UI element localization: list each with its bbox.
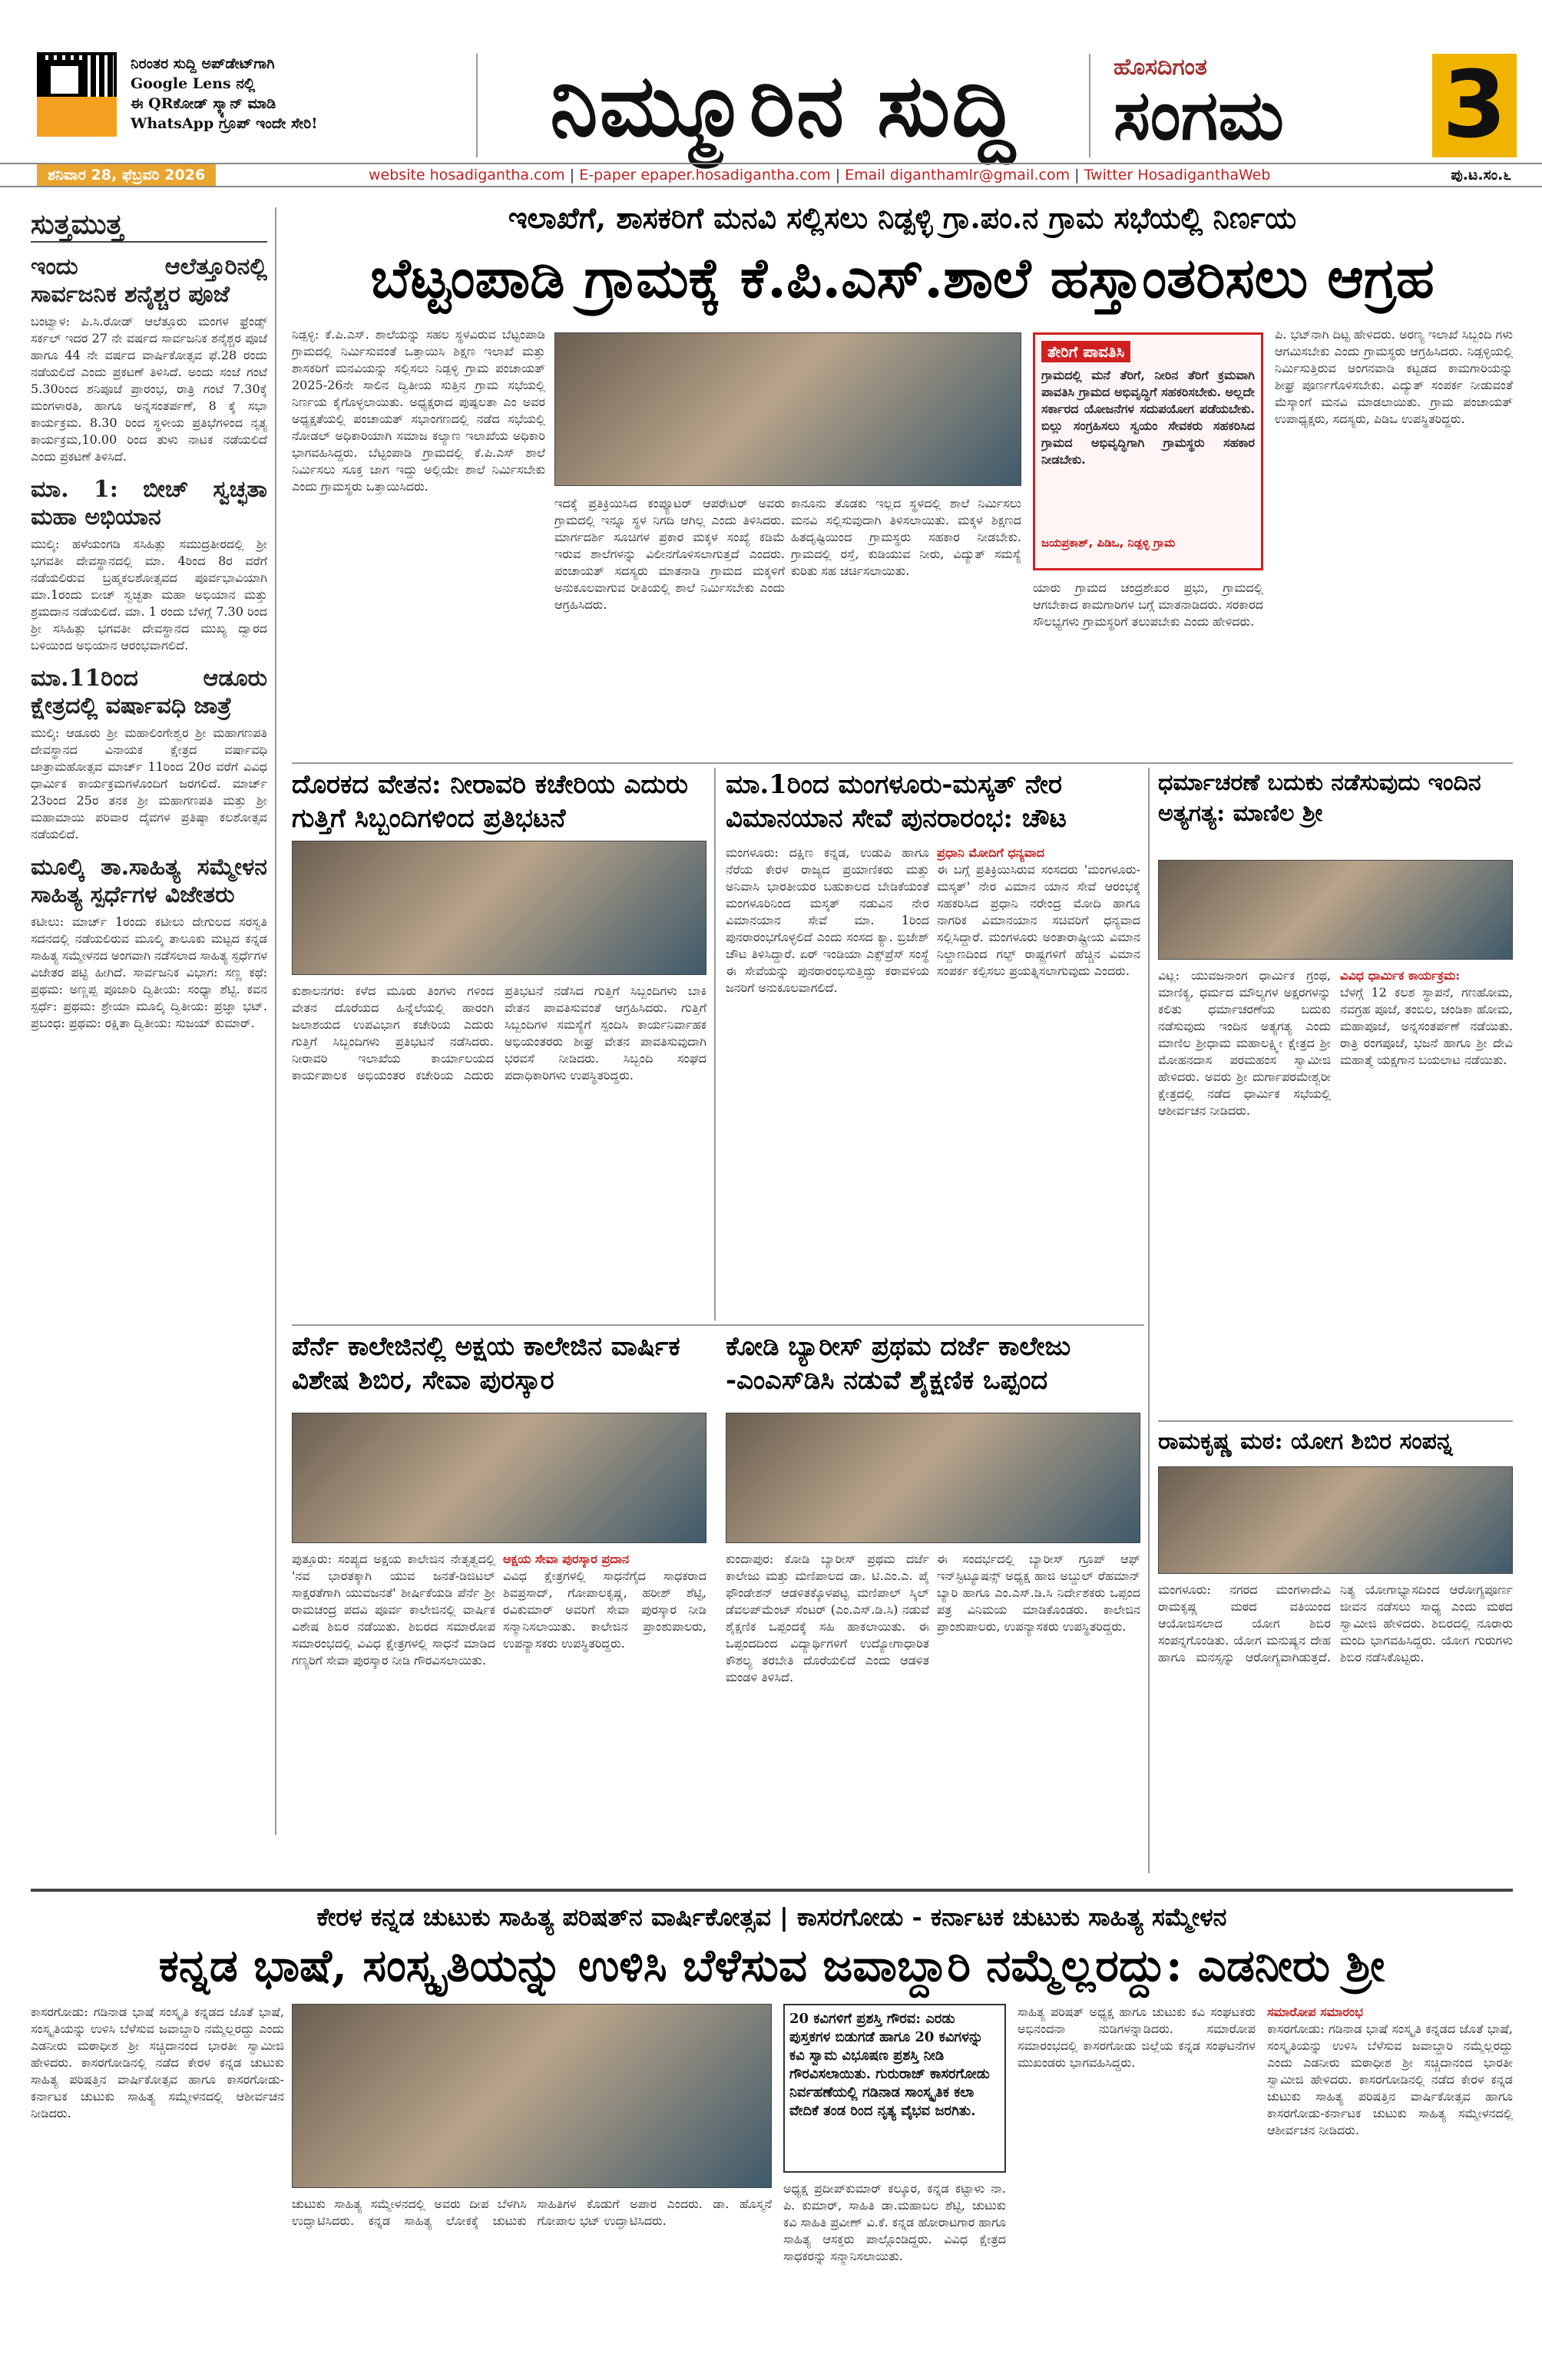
divider — [292, 1324, 1144, 1326]
divider — [1158, 1420, 1513, 1422]
page-title: ನಿಮ್ಮೂರಿನ ಸುದ್ದಿ — [476, 54, 1090, 157]
promo-line: ಈ QRಕೋಡ್ ಸ್ಕ್ಯಾನ್ ಮಾಡಿ — [131, 95, 276, 112]
promo-line: Google Lens ನಲ್ಲಿ — [131, 75, 256, 92]
award-info-box — [783, 2004, 1006, 2173]
bottom-headline: ಕನ್ನಡ ಭಾಷೆ, ಸಂಸ್ಕೃತಿಯನ್ನು ಉಳಿಸಿ ಬೆಳೆಸುವ ಜವಾಬ್ದಾರಿ ನಮ್ಮೆಲ್ಲರದ್ದು: ಎಡನೀರು ಶ್ರೀ — [158, 1939, 1385, 1992]
article-subhead: ಸಮಾರೋಪ ಸಮಾರಂಭ — [1267, 2005, 1363, 2019]
article-headline: ರಾಮಕೃಷ್ಣ ಮಠ: ಯೋಗ ಶಿಬಿರ ಸಂಪನ್ನ — [1158, 1428, 1453, 1455]
top-headline: ಬೆಟ್ಟಂಪಾಡಿ ಗ್ರಾಮಕ್ಕೆ ಕೆ.ಪಿ.ಎಸ್.ಶಾಲೆ ಹಸ್ತಾಂತರಿಸಲು ಆಗ್ರಹ — [370, 245, 1434, 310]
article-subhead: ಪ್ರಧಾನಿ ಮೋದಿಗೆ ಧನ್ಯವಾದ — [937, 845, 1045, 860]
article-text: ಈ ಬಗ್ಗೆ ಪ್ರತಿಕ್ರಿಯಿಸಿರುವ ಸಂಸದರು 'ಮಂಗಳೂರು-ಮಸ್ಕತ್' ನೇರ ವಿಮಾನ ಯಾನ ಸೇವೆ ಆರಂಭಕ್ಕೆ ಸಹಕರಿಸಿದ ಪ್ರಧಾನಿ ನರೇಂದ್ರ ಮೋದಿ ಹಾಗೂ ನಾಗರಿಕ ವಿಮಾನಯಾನ ಸಚಿವರಿಗೆ ಧನ್ಯವಾದ ಸಲ್ಲಿಸಿದ್ದಾರೆ. ಮಂಗಳೂರು ಅಂತಾರಾಷ್ಟ್ರೀಯ ವಿಮಾನ ನಿಲ್ದಾಣದಿಂದ ಗಲ್ಫ್ ರಾಷ್ಟ್ರಗಳಿಗೆ ಹೆಚ್ಚಿನ ವಿಮಾನ ಸಂಪರ್ಕ ಕಲ್ಪಿಸಲು ಪ್ರಯತ್ನಿಸಲಾಗುವುದು ಎಂದರು. — [937, 862, 1140, 978]
article-text: ಕಾಸರಗೋಡು: ಗಡಿನಾಡ ಭಾಷೆ ಸಂಸ್ಕೃತಿ ಕನ್ನಡದ ಜೊತೆ ಭಾಷೆ, ಸಂಸ್ಕೃತಿಯನ್ನು ಉಳಿಸಿ ಬೆಳೆಸುವ ಜವಾಬ್ದಾರಿ ನಮ್ಮೆಲ್ಲರದ್ದು ಎಂದು ಎಡನೀರು ಮಠಾಧೀಶ ಶ್ರೀ ಸಚ್ಚಿದಾನಂದ ಭಾರತೀ ಸ್ವಾಮೀಜಿ ಹೇಳಿದರು. ಕಾಸರಗೋಡಿನಲ್ಲಿ ನಡೆದ ಕೇರಳ ಕನ್ನಡ ಚುಟುಕು ಸಾಹಿತ್ಯ ಪರಿಷತ್ತಿನ ವಾರ್ಷಿಕೋತ್ಸವ ಹಾಗೂ ಕಾಸರಗೋಡು-ಕರ್ನಾಟಕ ಚುಟುಕು ಸಾಹಿತ್ಯ ಸಮ್ಮೇಳನದಲ್ಲಿ ಆಶೀರ್ವಚನ ನೀಡಿದರು. — [31, 2005, 284, 2121]
article-text: ಕಾನೂನು ತೊಡಕು ಇಲ್ಲದ ಸ್ಥಳದಲ್ಲಿ ಶಾಲೆ ನಿರ್ಮಿಸಲು ಮನವಿ ಸಲ್ಲಿಸುವುದಾಗಿ ತಿಳಿಸಲಾಯಿತು. ಮಕ್ಕಳ ಶಿಕ್ಷಣದ ಹಿತದೃಷ್ಟಿಯಿಂದ ಗ್ರಾಮಸ್ಥರು ಸಹಕಾರ ನೀಡಬೇಕು. ಗ್ರಾಮದಲ್ಲಿ ರಸ್ತೆ, ಕುಡಿಯುವ ನೀರು, ವಿದ್ಯುತ್ ಸಮಸ್ಯೆ ಕುರಿತು ಸಹ ಚರ್ಚಿಸಲಾಯಿತು. — [791, 496, 1021, 578]
article-column — [937, 845, 1140, 1305]
article-subhead: ಅಕ್ಷಯ ಸೇವಾ ಪುರಸ್ಕಾರ ಪ್ರದಾನ — [503, 1552, 630, 1566]
article-text: ಚುಟುಕು ಸಾಹಿತ್ಯ ಸಮ್ಮೇಳನದಲ್ಲಿ ಅವರು ದೀಪ ಬೆಳಗಿಸಿ ಉದ್ಘಾಟಿಸಿದರು. ಕನ್ನಡ ಸಾಹಿತ್ಯ ಲೋಕಕ್ಕೆ ಚುಟುಕು ಸಾಹಿತಿಗಳ ಕೊಡುಗೆ ಅಪಾರ ಎಂದರು. ಡಾ. ಹೊಸ್ಮನೆ ಗೋಪಾಲ ಭಟ್ ಉದ್ಘಾಟಿಸಿದರು. — [292, 2197, 772, 2228]
whatsapp-promo — [131, 54, 453, 134]
ceremony-photo — [1158, 860, 1513, 960]
article-text: ವಿವಿಧ ಕ್ಷೇತ್ರಗಳಲ್ಲಿ ಸಾಧನೆಗೈದ ಸಾಧಕರಾದ ಶಿವಪ್ರಸಾದ್, ಗೋಪಾಲಕೃಷ್ಣ, ಹರೀಶ್ ಶೆಟ್ಟಿ, ರವಿಕುಮಾರ್ ಅವರಿಗೆ ಸೇವಾ ಪುರಸ್ಕಾರ ನೀಡಿ ಸನ್ಮಾನಿಸಲಾಯಿತು. ಕಾಲೇಜಿನ ಪ್ರಾಂಶುಪಾಲರು, ಉಪನ್ಯಾಸಕರು ಉಪಸ್ಥಿತರಿದ್ದರು. — [503, 1568, 706, 1651]
top-kicker: ಇಲಾಖೆಗೆ, ಶಾಸಕರಿಗೆ ಮನವಿ ಸಲ್ಲಿಸಲು ನಿಡ್ಪಳ್ಳಿ ಗ್ರಾ.ಪಂ.ನ ಗ್ರಾಮ ಸಭೆಯಲ್ಲಿ ನಿರ್ಣಯ — [508, 200, 1297, 235]
sidebar-headline: ಮಾ. 1: ಬೀಚ್ ಸ್ವಚ್ಛತಾ ಮಹಾ ಅಭಿಯಾನ — [31, 476, 267, 531]
date-badge: ಶನಿವಾರ 28, ಫೆಬ್ರವರಿ 2026 — [37, 164, 216, 186]
website-link[interactable]: website hosadigantha.com — [369, 167, 565, 183]
contact-links: website hosadigantha.com | E-paper epaper.hosadigantha.com | Email diganthamlr@gmail.com | Twitter HosadiganthaWeb — [369, 167, 1271, 183]
box-body: ಗ್ರಾಮದಲ್ಲಿ ಮನೆ ತೆರಿಗೆ, ನೀರಿನ ತೆರಿಗೆ ಕ್ರಮವಾಗಿ ಪಾವತಿಸಿ ಗ್ರಾಮದ ಅಭಿವೃದ್ಧಿಗೆ ಸಹಕರಿಸಬೇಕು. ಅಲ್ಲದೇ ಸರ್ಕಾರದ ಯೋಜನೆಗಳ ಸದುಪಯೋಗ ಪಡೆಯಬೇಕು. ಬಿಲ್ಲು ಸಂಗ್ರಹಿಸಲು ಸ್ವಯಂ ಸೇವಕರು ಸಹಕರಿಸಿದ ಗ್ರಾಮದ ಅಭಿವೃದ್ಧಿಗಾಗಿ ಗ್ರಾಮಸ್ಥರು ಸಹಕಾರ ನೀಡಬೇಕು. — [1041, 368, 1255, 467]
brand-logo-small: ಹೊಸದಿಗಂತ — [1113, 54, 1207, 81]
article-column — [503, 1551, 706, 1873]
divider — [292, 762, 1513, 764]
article-text: ಅಧ್ಯಕ್ಷ ಪ್ರದೀಪ್‌ಕುಮಾರ್ ಕಲ್ಕೂರ, ಕನ್ನಡ ಕಟ್ಟಾಳು ನಾ. ಪಿ. ಕುಮಾರ್, ಸಾಹಿತಿ ಡಾ.ಮಹಾಬಲ ಶೆಟ್ಟಿ, ಚುಟುಕು ಕವಿ ಸಾಹಿತಿ ಪ್ರವೀಣ್ ವಿ.ಕೆ. ಕನ್ನಡ ಹೋರಾಟಗಾರ ಹಾಗೂ ಸಾಹಿತ್ಯ ಆಸಕ್ತರು ಪಾಲ್ಗೊಂಡಿದ್ದರು. ವಿವಿಧ ಕ್ಷೇತ್ರದ ಸಾಧಕರನ್ನು ಸನ್ಮಾನಿಸಲಾಯಿತು. — [783, 2181, 1006, 2263]
article-headline: ಧರ್ಮಾಚರಣೆ ಬದುಕು ನಡೆಸುವುದು ಇಂದಿನ ಅತ್ಯಗತ್ಯ: ಮಾಣಿಲ ಶ್ರೀ — [1158, 769, 1481, 827]
article-headline: ದೊರಕದ ವೇತನ: ನೀರಾವರಿ ಕಚೇರಿಯ ಎದುರು ಗುತ್ತಿಗೆ ಸಿಬ್ಬಂದಿಗಳಿಂದ ಪ್ರತಿಭಟನೆ — [292, 769, 688, 834]
article-headline: ಪೆರ್ನೆ ಕಾಲೇಜಿನಲ್ಲಿ ಅಕ್ಷಯ ಕಾಲೇಜಿನ ವಾರ್ಷಿಕ ವಿಶೇಷ ಶಿಬಿರ, ಸೇವಾ ಪುರಸ್ಕಾರ — [292, 1331, 680, 1396]
box-byline: ಜಯಪ್ರಕಾಶ್, ಪಿಡಿಒ, ನಿಡ್ಪಳ್ಳಿ ಗ್ರಾಮ — [1041, 536, 1176, 550]
section-band — [31, 1889, 1513, 1892]
article-text: ಯಾರು ಗ್ರಾಮದ ಚಂದ್ರಶೇಖರ ಪ್ರಭು, ಗ್ರಾಮದಲ್ಲಿ ಆಗಬೇಕಾದ ಕಾಮಗಾರಿಗಳ ಬಗ್ಗೆ ಮಾತನಾಡಿದರು. ಸರಕಾರದ ಸೌಲಭ್ಯಗಳು ಗ್ರಾಮಸ್ಥರಿಗೆ ತಲುಪಬೇಕು ಎಂದು ಹೇಳಿದರು. — [1033, 580, 1263, 629]
sidebar-headline: ಮೂಲ್ಕಿ ತಾ.ಸಾಹಿತ್ಯ ಸಮ್ಮೇಳನ ಸಾಹಿತ್ಯ ಸ್ಪರ್ಧೆಗಳ ವಿಜೇತರು — [31, 854, 267, 908]
article-text: ಕುಂದಾಪುರ: ಕೋಡಿ ಬ್ಯಾರೀಸ್ ಪ್ರಥಮ ದರ್ಜೆ ಕಾಲೇಜು ಮತ್ತು ಮಣಿಪಾಲದ ಡಾ. ಟಿ.ಎಂ.ಎ. ಪೈ ಫೌಂಡೇಶನ್ ಆಡಳಿತಕ್ಕೊಳಪಟ್ಟ ಮಣಿಪಾಲ್ ಸ್ಕಿಲ್ ಡೆವಲಪ್‌ಮೆಂಟ್ ಸೆಂಟರ್ (ಎಂ.ಎಸ್.ಡಿ.ಸಿ) ನಡುವೆ ಶೈಕ್ಷಣಿಕ ಒಪ್ಪಂದಕ್ಕೆ ಸಹಿ ಹಾಕಲಾಯಿತು. ಈ ಒಪ್ಪಂದದಿಂದ ವಿದ್ಯಾರ್ಥಿಗಳಿಗೆ ಉದ್ಯೋಗಾಧಾರಿತ ಕೌಶಲ್ಯ ತರಬೇತಿ ದೊರೆಯಲಿದೆ ಎಂದು ಆಡಳಿತ ಮಂಡಳಿ ತಿಳಿಸಿದೆ. — [726, 1552, 929, 1684]
article-text: ಪುತ್ತೂರು: ಸಂಪ್ಯದ ಅಕ್ಷಯ ಕಾಲೇಜಿನ ನೇತೃತ್ವದಲ್ಲಿ 'ನವ ಭಾರತಕ್ಕಾಗಿ ಯುವ ಜನತೆ-ಡಿಜಿಟಲ್ ಸಾಕ್ಷರತೆಗಾಗಿ ಯುವಜನತೆ' ಶೀರ್ಷಿಕೆಯಡಿ ಪೆರ್ನೆ ಶ್ರೀ ರಾಮಚಂದ್ರ ಪದವಿ ಪೂರ್ವ ಕಾಲೇಜಿನಲ್ಲಿ ವಾರ್ಷಿಕ ವಿಶೇಷ ಶಿಬಿರ ನಡೆಯಿತು. ಶಿಬಿರದ ಸಮಾರೋಪ ಸಮಾರಂಭದಲ್ಲಿ ವಿವಿಧ ಕ್ಷೇತ್ರಗಳಲ್ಲಿ ಸಾಧನೆ ಮಾಡಿದ ಗಣ್ಯರಿಗೆ ಸೇವಾ ಪುರಸ್ಕಾರ ನೀಡಿ ಗೌರವಿಸಲಾಯಿತು. — [292, 1552, 495, 1668]
epaper-link[interactable]: E-paper epaper.hosadigantha.com — [579, 167, 831, 183]
sidebar — [31, 207, 276, 1835]
sidebar-text: ಬಂಟ್ವಾಳ: ಪಿ.ಸಿ.ರೋಡ್ ಆಲೆತ್ತೂರು ಮಂಗಳ ಫ್ರೆಂಡ್ಸ್ ಸರ್ಕಲ್ ಇದರ 27 ನೇ ವರ್ಷದ ಸಾರ್ವಜನಿಕ ಶನೈಶ್ಚರ ಪೂಜೆ ಹಾಗೂ 44 ನೇ ವರ್ಷದ ವಾರ್ಷಿಕೋತ್ಸವ ಫೆ.28 ರಂದು ನಡೆಯಲಿದೆ ಎಂದು ಪ್ರಕಟಣೆ ತಿಳಿಸಿದೆ. ಅಂದು ಸಂಜೆ ಗಂಟೆ 5.30ರಿಂದ ಶನಿಪೂಜೆ ಪ್ರಾರಂಭ, ರಾತ್ರಿ ಗಂಟೆ 7.30ಕ್ಕೆ ಮಂಗಳಾರತಿ, ಹಾಗೂ ಅನ್ನಸಂತರ್ಪಣೆ, 8 ಕ್ಕೆ ಸಭಾ ಕಾರ್ಯಕ್ರಮ. 8.30 ರಿಂದ ಸ್ಥಳೀಯ ಪ್ರತಿಭೆಗಳಿಂದ ನೃತ್ಯ ಕಾರ್ಯಕ್ರಮ,10.00 ರಿಂದ ತುಳು ನಾಟಕ ನಡೆಯಲಿದೆ ಎಂದು ಪ್ರಕಟಣೆ ತಿಳಿಸಿದೆ. — [31, 314, 267, 464]
article-text: ಇದಕ್ಕೆ ಪ್ರತಿಕ್ರಿಯಿಸಿದ ಕಂಪ್ಯೂಟರ್ ಆಪರೇಟರ್ ಅವರು ಗ್ರಾಮದಲ್ಲಿ ಇನ್ನೂ ಸ್ಥಳ ನಿಗದಿ ಆಗಿಲ್ಲ ಎಂದು ತಿಳಿಸಿದರು. ಮಾರ್ಗದರ್ಶಿ ಸೂಚಿಗಳ ಪ್ರಕಾರ ಮಕ್ಕಳ ಸಂಖ್ಯೆ ಕಡಿಮೆ ಇರುವ ಶಾಲೆಗಳನ್ನು ವಿಲೀನಗೊಳಿಸಲಾಗುತ್ತದೆ ಎಂದರು. ಪಂಚಾಯತ್ ಸದಸ್ಯರು ಮಾತನಾಡಿ ಗ್ರಾಮದ ಮಕ್ಕಳಿಗೆ ಅನುಕೂಲವಾಗುವ ರೀತಿಯಲ್ಲಿ ಶಾಲೆ ನಿರ್ಮಿಸಬೇಕು ಎಂದು ಆಗ್ರಹಿಸಿದರು. — [554, 496, 785, 612]
article-column — [1340, 967, 1513, 1413]
article-text: ಬೆಳಗ್ಗೆ 12 ಕಲಶ ಸ್ಥಾಪನೆ, ಗಣಹೋಮ, ನವಗ್ರಹ ಪೂಜೆ, ತಂಬಿಲ, ಚಂಡಿಕಾ ಹೋಮ, ಮಹಾಪೂಜೆ, ಅನ್ನಸಂತರ್ಪಣೆ ನಡೆಯಿತು. ರಾತ್ರಿ ರಂಗಪೂಜೆ, ಭಜನೆ ಹಾಗೂ ಶ್ರೀ ದೇವಿ ಮಹಾತ್ಮೆ ಯಕ್ಷಗಾನ ಬಯಲಾಟ ನಡೆಯಿತು. — [1340, 985, 1513, 1067]
article-text: ಕುಶಾಲನಗರ: ಕಳೆದ ಮೂರು ತಿಂಗಳು ಗಳಿಂದ ವೇತನ ದೊರೆಯದ ಹಿನ್ನೆಲೆಯಲ್ಲಿ ಹಾರಂಗಿ ಜಲಾಶಯದ ಉಪವಿಭಾಗ ಕಚೇರಿಯ ಎದುರು ಗುತ್ತಿಗೆ ಸಿಬ್ಬಂದಿಗಳು ಪ್ರತಿಭಟನೆ ನಡೆಸಿದರು. ನೀರಾವರಿ ಇಲಾಖೆಯ ಕಾರ್ಯಾಲಯದ ಕಾರ್ಯಪಾಲಕ ಅಭಿಯಂತರ ಕಚೇರಿಯ ಎದುರು ಪ್ರತಿಭಟನೆ ನಡೆಸಿದ ಗುತ್ತಿಗೆ ಸಿಬ್ಬಂದಿಗಳು ಬಾಕಿ ವೇತನ ಪಾವತಿಸುವಂತೆ ಆಗ್ರಹಿಸಿದರು. ಗುತ್ತಿಗೆ ಸಿಬ್ಬಂದಿಗಳ ಸಮಸ್ಯೆಗೆ ಸ್ಪಂದಿಸಿ ಕಾರ್ಯನಿರ್ವಾಹಕ ಅಭಿಯಂತರರು ಶೀಘ್ರ ವೇತನ ಪಾವತಿಸುವುದಾಗಿ ಭರವಸೆ ನೀಡಿದರು. ಸಿಬ್ಬಂದಿ ಸಂಘದ ಪದಾಧಿಕಾರಿಗಳು ಉಪಸ್ಥಿತರಿದ್ದರು. — [292, 983, 706, 1083]
sidebar-text: ಮುಲ್ಕಿ: ಆಡೂರು ಶ್ರೀ ಮಹಾಲಿಂಗೇಶ್ವರ ಶ್ರೀ ಮಹಾಗಣಪತಿ ದೇವಸ್ಥಾನದ ವಿನಾಯಕ ಕ್ಷೇತ್ರದ ವರ್ಷಾವಧಿ ಜಾತ್ರಾಮಹೋತ್ಸವ ಮಾರ್ಚ್ 11ರಿಂದ 20ರ ವರೆಗೆ ವಿವಿಧ ಧಾರ್ಮಿಕ ಕಾರ್ಯಕ್ರಮಗಳೊಂದಿಗೆ ಜರಗಲಿದೆ. ಮಾರ್ಚ್ 23ರಿಂದ 25ರ ತನಕ ಶ್ರೀ ಮಹಾಗಣಪತಿ ಮತ್ತು ಶ್ರೀ ಮಹಾಮಾಯಿ ಪರಿವಾರ ದೈವಗಳ ಪ್ರತಿಷ್ಠಾ ಕಲಶೋತ್ಸವ ನಡೆಯಲಿದೆ. — [31, 726, 267, 841]
article-text: ಈ ಸಂದರ್ಭದಲ್ಲಿ ಬ್ಯಾರೀಸ್ ಗ್ರೂಪ್ ಆಫ್ ಇನ್‌ಸ್ಟಿಟ್ಯೂಷನ್ಸ್ ಅಧ್ಯಕ್ಷ ಹಾಜಿ ಅಬ್ದುಲ್ ರೆಹಮಾನ್ ಬ್ಯಾರಿ ಹಾಗೂ ಎಂ.ಎಸ್.ಡಿ.ಸಿ ನಿರ್ದೇಶಕರು ಒಪ್ಪಂದ ಪತ್ರ ವಿನಿಮಯ ಮಾಡಿಕೊಂಡರು. ಕಾಲೇಜಿನ ಪ್ರಾಂಶುಪಾಲರು, ಉಪನ್ಯಾಸಕರು ಉಪಸ್ಥಿತರಿದ್ದರು. — [937, 1552, 1140, 1634]
tax-notice-box — [1033, 332, 1263, 570]
article-subhead: ವಿವಿಧ ಧಾರ್ಮಿಕ ಕಾರ್ಯಕ್ರಮ: — [1340, 968, 1461, 983]
article-headline: ಮಾ.1ರಿಂದ ಮಂಗಳೂರು-ಮಸ್ಕತ್ ನೇರ ವಿಮಾನಯಾನ ಸೇವೆ ಪುನರಾರಂಭ: ಚೌಟ — [726, 769, 1067, 834]
box-text: 20 ಕವಿಗಳಿಗೆ ಪ್ರಶಸ್ತಿ ಗೌರವ: ಎರಡು ಪುಸ್ತಕಗಳ ಬಿಡುಗಡೆ ಹಾಗೂ 20 ಕವಿಗಳನ್ನು ಕವಿ ಸ್ವಾಮ ವಿಭೂಷಣ ಪ್ರಶಸ್ತಿ ನೀಡಿ ಗೌರವಿಸಲಾಯಿತು. ಗುರುರಾಜ್ ಕಾಸರಗೋಡು ನಿರ್ವಹಣೆಯಲ್ಲಿ ಗಡಿನಾಡ ಸಾಂಸ್ಕೃತಿಕ ಕಲಾ ವೇದಿಕೆ ತಂಡ ರಿಂದ ನೃತ್ಯ ವೈಭವ ಜರಗಿತು. — [789, 2011, 990, 2119]
page-number: 3 — [1432, 54, 1517, 157]
agreement-photo — [726, 1413, 1140, 1543]
section-name: ಸಂಗಮ — [1113, 74, 1284, 156]
sidebar-headline: ಮಾ.11ರಿಂದ ಆಡೂರು ಕ್ಷೇತ್ರದಲ್ಲಿ ವರ್ಷಾವಧಿ ಜಾತ್ರೆ — [31, 665, 267, 719]
sidebar-text: ಕಟೀಲು: ಮಾರ್ಚ್ 1ರಂದು ಕಟೀಲು ದೇಗುಲದ ಸರಸ್ವತಿ ಸದನದಲ್ಲಿ ನಡೆಯಲಿರುವ ಮೂಲ್ಕಿ ತಾಲೂಕು ಮಟ್ಟದ ಕನ್ನಡ ಸಾಹಿತ್ಯ ಸಮ್ಮೇಳನದ ಅಂಗವಾಗಿ ನಡೆಸಲಾದ ಸಾಹಿತ್ಯ ಸ್ಪರ್ಧೆಗಳ ವಿಜೇತರ ಪಟ್ಟಿ ಹೀಗಿದೆ. ಸಾರ್ವಜನಿಕ ವಿಭಾಗ: ಸಣ್ಣ ಕಥೆ: ಪ್ರಥಮ: ಅಣ್ಣಪ್ಪ ಪೂಜಾರಿ ದ್ವಿತೀಯ: ಸಂಧ್ಯಾ ಶೆಟ್ಟಿ. ಕವನ ಸ್ಪರ್ಧೆ: ಪ್ರಥಮ: ಶ್ರೇಯಾ ಮೂಲ್ಕಿ ದ್ವಿತೀಯ: ಪ್ರಜ್ಞಾ ಭಟ್. ಪ್ರಬಂಧ: ಪ್ರಥಮ: ರಕ್ಷಿತಾ ದ್ವಿತೀಯ: ಸುಜಯ್ ಕುಮಾರ್. — [31, 914, 268, 1030]
sidebar-label: ಸುತ್ತಮುತ್ತ — [31, 207, 267, 243]
article-text: ಕಾಸರಗೋಡು: ಗಡಿನಾಡ ಭಾಷೆ ಸಂಸ್ಕೃತಿ ಕನ್ನಡದ ಜೊತೆ ಭಾಷೆ, ಸಂಸ್ಕೃತಿಯನ್ನು ಉಳಿಸಿ ಬೆಳೆಸುವ ಜವಾಬ್ದಾರಿ ನಮ್ಮೆಲ್ಲರದ್ದು ಎಂದು ಎಡನೀರು ಮಠಾಧೀಶ ಶ್ರೀ ಸಚ್ಚಿದಾನಂದ ಭಾರತೀ ಸ್ವಾಮೀಜಿ ಹೇಳಿದರು. ಕಾಸರಗೋಡಿನಲ್ಲಿ ನಡೆದ ಕೇರಳ ಕನ್ನಡ ಚುಟುಕು ಸಾಹಿತ್ಯ ಪರಿಷತ್ತಿನ ವಾರ್ಷಿಕೋತ್ಸವ ಹಾಗೂ ಕಾಸರಗೋಡು-ಕರ್ನಾಟಕ ಚುಟುಕು ಸಾಹಿತ್ಯ ಸಮ್ಮೇಳನದಲ್ಲಿ ಆಶೀರ್ವಚನ ನೀಡಿದರು. — [1267, 2021, 1513, 2137]
qr-accent-bar — [37, 97, 117, 137]
bottom-kicker: ಕೇರಳ ಕನ್ನಡ ಚುಟುಕು ಸಾಹಿತ್ಯ ಪರಿಷತ್‌ನ ವಾರ್ಷಿಕೋತ್ಸವ | ಕಾಸರಗೋಡು - ಕರ್ನಾಟಕ ಚುಟುಕು ಸಾಹಿತ್ಯ ಸಮ್ಮೇಳನ — [316, 1902, 1227, 1932]
sidebar-headline: ಇಂದು ಆಲೆತ್ತೂರಿನಲ್ಲಿ ಸಾರ್ವಜನಿಕ ಶನೈಶ್ಚರ ಪೂಜೆ — [31, 253, 267, 308]
article-text: ವಿಟ್ಲ: ಯುವಜನಾಂಗ ಧಾರ್ಮಿಕ ಗ್ರಂಥ, ಮಾಣಿಕ್ಯ, ಧರ್ಮದ ಮೌಲ್ಯಗಳ ಅಕ್ಷರಗಳನ್ನು ಕಲಿತು ಧರ್ಮಾಚರಣೆಯ ಬದುಕು ನಡೆಸುವುದು ಇಂದಿನ ಅತ್ಯಗತ್ಯ ಎಂದು ಮಾಣಿಲ ಶ್ರೀಧಾಮ ಮಹಾಲಕ್ಷ್ಮೀ ಕ್ಷೇತ್ರದ ಶ್ರೀ ಮೋಹನದಾಸ ಪರಮಹಂಸ ಸ್ವಾಮೀಜಿ ಹೇಳಿದರು. ಅವರು ಶ್ರೀ ದುರ್ಗಾಪರಮೇಶ್ವರೀ ಕ್ಷೇತ್ರದಲ್ಲಿ ನಡೆದ ಧಾರ್ಮಿಕ ಸಭೆಯಲ್ಲಿ ಆಶೀರ್ವಚನ ನೀಡಿದರು. — [1158, 968, 1331, 1118]
article-text: ಸಾಹಿತ್ಯ ಪರಿಷತ್ ಅಧ್ಯಕ್ಷ ಹಾಗೂ ಚುಟುಕು ಕವಿ ಸಂಘಟಕರು ಅಭಿನಂದನಾ ನುಡಿಗಳನ್ನಾಡಿದರು. ಸಮಾರೋಪ ಸಮಾರಂಭದಲ್ಲಿ ಕಾಸರಗೋಡು ಜಿಲ್ಲೆಯ ಕನ್ನಡ ಸಂಘಟನೆಗಳ ಮುಖಂಡರು ಭಾಗವಹಿಸಿದ್ದರು. — [1018, 2005, 1256, 2070]
article-text: ಮಂಗಳೂರು: ನಗರದ ಮಂಗಳಾದೇವಿ ರಾಮಕೃಷ್ಣ ಮಠದ ವತಿಯಿಂದ ಆಯೋಜಿಸಲಾದ ಯೋಗ ಶಿಬಿರ ಸಂಪನ್ನಗೊಂಡಿತು. ಯೋಗ ಮನುಷ್ಯನ ದೇಹ ಹಾಗೂ ಮನಸ್ಸನ್ನು ಆರೋಗ್ಯವಾಗಿಡುತ್ತದೆ. ನಿತ್ಯ ಯೋಗಾಭ್ಯಾಸದಿಂದ ಆರೋಗ್ಯಪೂರ್ಣ ಜೀವನ ನಡೆಸಲು ಸಾಧ್ಯ ಎಂದು ಮಠದ ಸ್ವಾಮೀಜಿ ಹೇಳಿದರು. ಶಿಬಿರದಲ್ಲಿ ನೂರಾರು ಮಂದಿ ಭಾಗವಹಿಸಿದ್ದರು. ಯೋಗ ಗುರುಗಳು ಶಿಬಿರ ನಡೆಸಿಕೊಟ್ಟರು. — [1158, 1582, 1513, 1664]
meeting-photo — [554, 332, 1021, 486]
article-text: ನಿಡ್ಪಳ್ಳಿ: ಕೆ.ಪಿ.ಎಸ್. ಶಾಲೆಯನ್ನು ಸಹಲ ಸ್ಥಳವಿರುವ ಬೆಟ್ಟಂಪಾಡಿ ಗ್ರಾಮದಲ್ಲಿ ನಿರ್ಮಿಸುವಂತೆ ಒತ್ತಾಯಿಸಿ ಶಿಕ್ಷಣ ಇಲಾಖೆ ಮತ್ತು ಶಾಸಕರಿಗೆ ಮನವಿಯನ್ನು ಸಲ್ಲಿಸಲು ನಿಡ್ಪಳ್ಳಿ ಗ್ರಾಮ ಪಂಚಾಯತ್ 2025-26ನೇ ಸಾಲಿನ ದ್ವಿತೀಯ ಸುತ್ತಿನ ಗ್ರಾಮ ಸಭೆಯಲ್ಲಿ ನಿರ್ಣಯ ಕೈಗೊಳ್ಳಲಾಯಿತು. ಅಧ್ಯಕ್ಷರಾದ ಪುಷ್ಪಲತಾ ಎಂ ಅವರ ಅಧ್ಯಕ್ಷತೆಯಲ್ಲಿ ಪಂಚಾಯತ್ ಸಭಾಂಗಣದಲ್ಲಿ ನಡೆದ ಸಭೆಯಲ್ಲಿ ನೋಡಲ್ ಅಧಿಕಾರಿಯಾಗಿ ಸಮಾಜ ಕಲ್ಯಾಣ ಇಲಾಖೆಯ ಅಧಿಕಾರಿ ಭಾಗವಹಿಸಿದ್ದರು. ಬೆಟ್ಟಂಪಾಡಿ ಗ್ರಾಮದಲ್ಲಿ ಕೆ.ಪಿ.ಎಸ್ ಶಾಲೆ ನಿರ್ಮಿಸಲು ಸೂಕ್ತ ಜಾಗ ಇದ್ದು ಅಲ್ಲಿಯೇ ಶಾಲೆ ನಿರ್ಮಿಸಬೇಕು ಎಂದು ಗ್ರಾಮಸ್ಥರು ಒತ್ತಾಯಿಸಿದರು. — [292, 327, 545, 494]
article-column — [1267, 2004, 1513, 2349]
article-text: ಪಿ. ಭಟ್‌ನಾಗಿ ದಿಟ್ಟ ಹೇಳಿದರು. ಅರಣ್ಯ ಇಲಾಖೆ ಸಿಬ್ಬಂದಿ ಗಳು ಆಗಮಿಸಬೇಕು ಎಂದು ಗ್ರಾಮಸ್ಥರು ಆಗ್ರಹಿಸಿದರು. ನಿಡ್ಪಳ್ಳಿಯಲ್ಲಿ ನಿರ್ಮಿಸುತ್ತಿರುವ ಅಂಗನವಾಡಿ ಕಟ್ಟಡದ ಕಾಮಗಾರಿಯನ್ನು ಶೀಘ್ರ ಪೂರ್ಣಗೊಳಿಸಬೇಕು. ವಿದ್ಯುತ್ ಸಂಪರ್ಕ ನೀಡುವಂತೆ ಮೆಸ್ಕಾಂಗೆ ಮನವಿ ಮಾಡಲಾಯಿತು. ಗ್ರಾಮ ಪಂಚಾಯತ್ ಉಪಾಧ್ಯಕ್ಷರು, ಸದಸ್ಯರು, ಪಿಡಿಒ ಉಪಸ್ಥಿತರಿದ್ದರು. — [1275, 327, 1513, 426]
sidebar-text: ಮುಲ್ಕಿ: ಹಳೆಯಂಗಡಿ ಸಸಿಹಿತ್ಲು ಸಮುದ್ರತೀರದಲ್ಲಿ ಶ್ರೀ ಭಗವತೀ ದೇವಸ್ಥಾನದಲ್ಲಿ ಮಾ. 4ರಿಂದ 8ರ ವರೆಗೆ ನಡೆಯಲಿರುವ ಬ್ರಹ್ಮಕಲಶೋತ್ಸವದ ಪೂರ್ವಭಾವಿಯಾಗಿ ಮಾ.1ರಂದು ಬೀಚ್ ಸ್ವಚ್ಛತಾ ಮಹಾ ಅಭಿಯಾನ ಮತ್ತು ಶ್ರಮದಾನ ನಡೆಯಲಿದೆ. ಮಾ. 1 ರಂದು ಬೆಳಗ್ಗೆ 7.30 ರಿಂದ ಶ್ರೀ ಸಸಿಹಿತ್ಲು ಭಗವತೀ ದೇವಸ್ಥಾನದ ಮುಖ್ಯ ದ್ವಾರದ ಬಳಿಯಿಂದ ಅಭಿಯಾನ ಆರಂಭವಾಗಲಿದೆ. — [31, 537, 267, 653]
email-link[interactable]: Email diganthamlr@gmail.com — [845, 167, 1070, 183]
divider — [714, 768, 716, 1321]
info-strip — [0, 163, 1542, 187]
protest-photo — [292, 841, 706, 975]
article-text: ಮಂಗಳೂರು: ದಕ್ಷಿಣ ಕನ್ನಡ, ಉಡುಪಿ ಹಾಗೂ ನೆರೆಯ ಕೇರಳ ರಾಜ್ಯದ ಪ್ರಯಾಣಿಕರು ಮತ್ತು ಅನಿವಾಸಿ ಭಾರತೀಯರ ಬಹುಕಾಲದ ಬೇಡಿಕೆಯಂತೆ ಮಂಗಳೂರಿನಿಂದ ಮಸ್ಕತ್ ನಡುವಿನ ನೇರ ವಿಮಾನಯಾನ ಸೇವೆ ಮಾ. 1ರಿಂದ ಪುನರಾರಂಭಗೊಳ್ಳಲಿದೆ ಎಂದು ಸಂಸದ ಕ್ಯಾ. ಬ್ರಿಜೇಶ್ ಚೌಟ ತಿಳಿಸಿದ್ದಾರೆ. ಏರ್ ಇಂಡಿಯಾ ಎಕ್ಸ್‌ಪ್ರೆಸ್ ಸಂಸ್ಥೆ ಈ ಸೇವೆಯನ್ನು ಪುನರಾರಂಭಿಸುತ್ತಿದ್ದು ಕರಾವಳಿಯ ಜನರಿಗೆ ಅನುಕೂಲವಾಗಲಿದೆ. — [726, 845, 929, 995]
twitter-link[interactable]: Twitter HosadiganthaWeb — [1084, 167, 1271, 183]
event-photo — [292, 2004, 772, 2188]
article-headline: ಕೋಡಿ ಬ್ಯಾರೀಸ್ ಪ್ರಥಮ ದರ್ಜೆ ಕಾಲೇಜು -ಎಂಎಸ್‌ಡಿಸಿ ನಡುವೆ ಶೈಕ್ಷಣಿಕ ಒಪ್ಪಂದ — [726, 1331, 1071, 1396]
yoga-photo — [1158, 1466, 1513, 1574]
promo-line: WhatsApp ಗ್ರೂಪ್ ಇಂದೇ ಸೇರಿ! — [131, 115, 318, 132]
page-code: ಪು.ಟ.ಸಂ.೬ — [1451, 167, 1511, 183]
divider — [1148, 768, 1150, 1873]
box-title: ತೇರಿಗೆ ಪಾವತಿಸಿ — [1041, 341, 1130, 362]
award-photo — [292, 1413, 706, 1543]
promo-line: ನಿರಂತರ ಸುದ್ದಿ ಅಪ್‌ಡೇಟ್‌ಗಾಗಿ — [131, 55, 275, 72]
